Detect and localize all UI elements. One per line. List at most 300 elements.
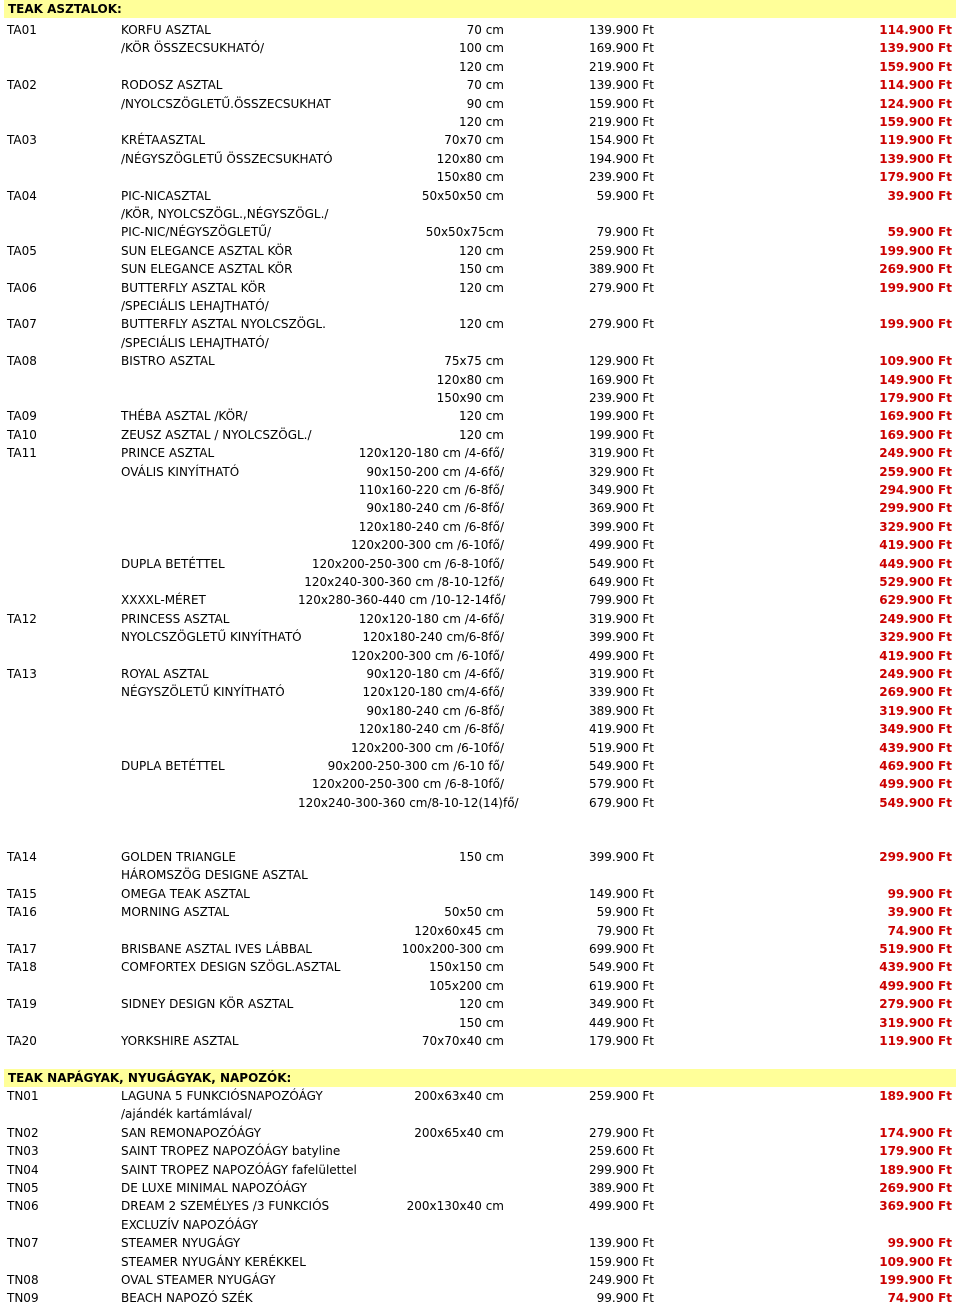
product-name: PIC-NIC/NÉGYSZÖGLETŰ/ [121, 225, 272, 240]
product-code: TA20 [7, 1034, 37, 1048]
sale-price: 439.900 Ft [879, 960, 952, 975]
sale-price: 529.900 Ft [879, 575, 952, 589]
section-header: TEAK ASZTALOK: [4, 0, 956, 18]
product-name: DUPLA BETÉTTEL [121, 759, 225, 773]
list-price: 199.900 Ft [588, 427, 654, 442]
sale-price: 199.900 Ft [879, 243, 952, 258]
table-row [0, 647, 960, 665]
list-price: 279.900 Ft [588, 1125, 654, 1140]
product-size: 120x120-180 cm /4-6fő/ [358, 611, 504, 626]
sale-price: 139.900 Ft [879, 151, 952, 166]
product-name: /KÖR ÖSSZECSUKHATÓ/ [121, 41, 265, 56]
sale-price: 39.900 Ft [887, 188, 952, 203]
table-row [0, 260, 960, 278]
product-code: TN04 [7, 1162, 39, 1177]
product-size: 120x80 cm [436, 151, 504, 166]
product-size: 70x70 cm [444, 133, 504, 148]
table-row [0, 21, 960, 39]
product-code: TA19 [7, 997, 37, 1012]
list-price: 259.900 Ft [588, 243, 654, 258]
product-size: 150 cm [458, 262, 504, 277]
product-name: BUTTERFLY ASZTAL KÖR [121, 280, 266, 295]
list-price: 319.900 Ft [588, 611, 654, 626]
sale-price: 329.900 Ft [879, 630, 952, 645]
table-row [0, 518, 960, 536]
product-code: TA06 [7, 280, 37, 295]
sale-price: 269.900 Ft [879, 262, 952, 277]
product-name: RODOSZ ASZTAL [121, 78, 223, 93]
product-code: TN08 [7, 1273, 39, 1287]
list-price: 179.900 Ft [588, 1034, 654, 1048]
table-row [0, 1289, 960, 1307]
product-size: 70 cm [466, 78, 504, 93]
product-size: 90 cm [466, 96, 504, 111]
sale-price: 199.900 Ft [879, 1273, 952, 1287]
product-name: HÁROMSZÖG DESIGNE ASZTAL [121, 868, 308, 883]
list-price: 339.900 Ft [588, 685, 654, 700]
table-row [0, 352, 960, 370]
table-row [0, 58, 960, 76]
list-price: 279.900 Ft [588, 317, 654, 332]
product-size: 120x200-300 cm /6-10fő/ [351, 538, 504, 553]
product-code: TA15 [7, 886, 37, 901]
product-code: TA01 [7, 23, 37, 37]
list-price: 389.900 Ft [588, 703, 654, 718]
product-size: 200x65x40 cm [414, 1125, 504, 1140]
table-row [0, 499, 960, 517]
sale-price: 519.900 Ft [879, 942, 952, 956]
list-price: 329.900 Ft [588, 464, 654, 479]
product-size: 120x80 cm [436, 372, 504, 387]
product-size: 90x120-180 cm /4-6fő/ [366, 667, 504, 681]
sale-price: 39.900 Ft [887, 905, 952, 920]
table-row [0, 885, 960, 903]
list-price: 159.900 Ft [588, 1254, 654, 1269]
sale-price: 59.900 Ft [887, 225, 952, 240]
product-code: TA13 [7, 667, 37, 681]
product-size: 120x120-180 cm /4-6fő/ [358, 446, 504, 461]
product-size: 120 cm [458, 59, 504, 74]
sale-price: 249.900 Ft [879, 611, 952, 626]
table-row [0, 1234, 960, 1252]
table-row [0, 940, 960, 958]
list-price: 139.900 Ft [588, 1236, 654, 1251]
product-size: 120 cm [458, 280, 504, 295]
product-name: COMFORTEX DESIGN SZÖGL.ASZTAL [121, 960, 341, 975]
product-name: GOLDEN TRIANGLE [121, 850, 237, 864]
product-code: TA12 [7, 611, 37, 626]
sale-price: 99.900 Ft [887, 886, 952, 901]
sale-price: 99.900 Ft [887, 1236, 952, 1251]
product-size: 110x160-220 cm /6-8fő/ [358, 483, 504, 497]
table-row [0, 279, 960, 297]
product-size: 120 cm [458, 997, 504, 1012]
sale-price: 109.900 Ft [879, 1254, 952, 1269]
product-size: 90x200-250-300 cm /6-10 fő/ [327, 759, 504, 773]
product-code: TN01 [7, 1089, 39, 1103]
table-row [0, 628, 960, 646]
product-size: 90x180-240 cm /6-8fő/ [366, 703, 504, 718]
sale-price: 319.900 Ft [879, 1015, 952, 1030]
table-row [0, 426, 960, 444]
table-row [0, 205, 960, 223]
product-name: BRISBANE ASZTAL IVES LÁBBAL [121, 942, 312, 956]
table-row [0, 297, 960, 315]
list-price: 279.900 Ft [588, 280, 654, 295]
table-row [0, 315, 960, 333]
list-price: 139.900 Ft [588, 23, 654, 37]
product-size: 120x180-240 cm /6-8fő/ [358, 519, 504, 534]
product-size: 50x50 cm [444, 905, 504, 920]
product-size: 90x150-200 cm /4-6fő/ [366, 464, 504, 479]
product-size: 70 cm [466, 23, 504, 37]
sale-price: 189.900 Ft [879, 1162, 952, 1177]
table-row [0, 168, 960, 186]
table-row [0, 1216, 960, 1234]
list-price: 549.900 Ft [588, 556, 654, 571]
product-code: TA14 [7, 850, 37, 864]
list-price: 319.900 Ft [588, 667, 654, 681]
list-price: 519.900 Ft [588, 740, 654, 755]
sale-price: 74.900 Ft [887, 1291, 952, 1306]
product-name: /KÖR, NYOLCSZÖGL.,NÉGYSZÖGL./ [121, 207, 329, 221]
sale-price: 179.900 Ft [879, 391, 952, 405]
product-name: SAN REMONAPOZÓÁGY [121, 1125, 261, 1140]
sale-price: 199.900 Ft [879, 280, 952, 295]
table-row [0, 922, 960, 940]
list-price: 549.900 Ft [588, 960, 654, 975]
sale-price: 249.900 Ft [879, 446, 952, 461]
product-name: DUPLA BETÉTTEL [121, 556, 225, 571]
list-price: 59.900 Ft [596, 905, 654, 920]
sale-price: 119.900 Ft [879, 1034, 952, 1048]
list-price: 399.900 Ft [588, 519, 654, 534]
table-row [0, 591, 960, 609]
product-size: 120x280-360-440 cm /10-12-14fő/ [298, 593, 506, 608]
table-row [0, 1014, 960, 1032]
list-price: 419.900 Ft [588, 722, 654, 737]
sale-price: 629.900 Ft [879, 593, 952, 608]
list-price: 679.900 Ft [588, 795, 654, 810]
table-row [0, 113, 960, 131]
list-price: 799.900 Ft [588, 593, 654, 608]
product-size: 120x60x45 cm [414, 923, 504, 938]
product-name: PRINCESS ASZTAL [121, 611, 230, 626]
product-size: 75x75 cm [444, 354, 504, 369]
table-row [0, 1087, 960, 1105]
sale-price: 179.900 Ft [879, 1144, 952, 1159]
list-price: 389.900 Ft [588, 262, 654, 277]
section-header: TEAK NAPÁGYAK, NYUGÁGYAK, NAPOZÓK: [4, 1069, 956, 1087]
product-size: 120x240-300-360 cm /8-10-12fő/ [304, 575, 504, 589]
table-row [0, 866, 960, 884]
product-name: SAINT TROPEZ NAPOZÓÁGY batyline [121, 1144, 341, 1159]
product-size: 120 cm [458, 409, 504, 424]
product-name: /ajándék kartámlával/ [121, 1107, 252, 1122]
product-name: DE LUXE MINIMAL NAPOZÓÁGY [121, 1181, 307, 1195]
product-code: TN02 [7, 1125, 39, 1140]
product-name: MORNING ASZTAL [121, 905, 230, 920]
product-name: THÉBA ASZTAL /KÖR/ [121, 409, 248, 424]
table-row [0, 481, 960, 499]
list-price: 129.900 Ft [588, 354, 654, 369]
table-row [0, 775, 960, 793]
table-row [0, 848, 960, 866]
product-name: ZEUSZ ASZTAL / NYOLCSZÖGL./ [121, 427, 312, 442]
product-name: DREAM 2 SZEMÉLYES /3 FUNKCIÓS [121, 1199, 330, 1214]
list-price: 369.900 Ft [588, 501, 654, 516]
product-name: ROYAL ASZTAL [121, 667, 209, 681]
table-row [0, 739, 960, 757]
product-name: BISTRO ASZTAL [121, 354, 215, 369]
product-name: /SPECIÁLIS LEHAJTHATÓ/ [121, 299, 269, 313]
product-name: /NÉGYSZÖGLETŰ ÖSSZECSUKHATÓ [121, 151, 333, 166]
table-row [0, 1179, 960, 1197]
product-size: 150x150 cm [428, 960, 504, 975]
list-price: 249.900 Ft [588, 1273, 654, 1287]
table-row [0, 573, 960, 591]
table-row [0, 1197, 960, 1215]
table-row [0, 150, 960, 168]
table-row [0, 444, 960, 462]
product-name: PIC-NICASZTAL [121, 188, 211, 203]
sale-price: 469.900 Ft [879, 759, 952, 773]
list-price: 349.900 Ft [588, 483, 654, 497]
product-code: TN09 [7, 1291, 39, 1306]
sale-price: 169.900 Ft [879, 427, 952, 442]
sale-price: 369.900 Ft [879, 1199, 952, 1214]
sale-price: 419.900 Ft [879, 538, 952, 553]
sale-price: 419.900 Ft [879, 648, 952, 663]
table-row [0, 242, 960, 260]
table-row [0, 610, 960, 628]
list-price: 199.900 Ft [588, 409, 654, 424]
table-row [0, 536, 960, 554]
product-name: STEAMER NYUGÁGY [121, 1236, 241, 1251]
product-code: TA08 [7, 354, 37, 369]
product-code: TA04 [7, 188, 37, 203]
sale-price: 439.900 Ft [879, 740, 952, 755]
table-row [0, 995, 960, 1013]
product-code: TN05 [7, 1181, 39, 1195]
table-row [0, 555, 960, 573]
list-price: 389.900 Ft [588, 1181, 654, 1195]
table-row [0, 407, 960, 425]
table-row [0, 371, 960, 389]
sale-price: 349.900 Ft [879, 722, 952, 737]
list-price: 259.900 Ft [588, 1089, 654, 1103]
product-name: SUN ELEGANCE ASZTAL KÖR [121, 243, 293, 258]
table-row [0, 39, 960, 57]
product-size: 150 cm [458, 850, 504, 864]
product-name: YORKSHIRE ASZTAL [121, 1034, 239, 1048]
product-size: 70x70x40 cm [421, 1034, 504, 1048]
product-name: KORFU ASZTAL [121, 23, 211, 37]
product-size: 100x200-300 cm [401, 942, 504, 956]
list-price: 299.900 Ft [588, 1162, 654, 1177]
list-price: 159.900 Ft [588, 96, 654, 111]
product-size: 120 cm [458, 243, 504, 258]
product-name: XXXXL-MÉRET [121, 593, 206, 608]
sale-price: 174.900 Ft [879, 1125, 952, 1140]
list-price: 239.900 Ft [588, 170, 654, 185]
sale-price: 74.900 Ft [887, 923, 952, 938]
product-code: TA16 [7, 905, 37, 920]
table-row [0, 683, 960, 701]
product-name: NÉGYSZÖLETŰ KINYÍTHATÓ [121, 685, 285, 700]
sale-price: 299.900 Ft [879, 850, 952, 864]
table-row [0, 665, 960, 683]
table-row [0, 903, 960, 921]
product-size: 120x200-250-300 cm /6-8-10fő/ [311, 777, 504, 792]
table-row [0, 1032, 960, 1050]
table-row [0, 389, 960, 407]
list-price: 149.900 Ft [588, 886, 654, 901]
sale-price: 199.900 Ft [879, 317, 952, 332]
list-price: 79.900 Ft [596, 225, 654, 240]
table-row [0, 223, 960, 241]
product-code: TN03 [7, 1144, 39, 1159]
list-price: 169.900 Ft [588, 41, 654, 56]
sale-price: 119.900 Ft [879, 133, 952, 148]
table-row [0, 1105, 960, 1123]
list-price: 399.900 Ft [588, 850, 654, 864]
sale-price: 319.900 Ft [879, 703, 952, 718]
sale-price: 179.900 Ft [879, 170, 952, 185]
list-price: 154.900 Ft [588, 133, 654, 148]
product-size: 100 cm [458, 41, 504, 56]
list-price: 619.900 Ft [588, 978, 654, 993]
product-name: OVAL STEAMER NYUGÁGY [121, 1273, 276, 1287]
table-row [0, 757, 960, 775]
sale-price: 549.900 Ft [879, 795, 952, 810]
sale-price: 124.900 Ft [879, 96, 952, 111]
table-row [0, 1142, 960, 1160]
product-size: 120 cm [458, 115, 504, 129]
product-size: 120 cm [458, 317, 504, 332]
list-price: 139.900 Ft [588, 78, 654, 93]
table-row [0, 131, 960, 149]
list-price: 499.900 Ft [588, 648, 654, 663]
product-code: TA10 [7, 427, 37, 442]
list-price: 99.900 Ft [596, 1291, 654, 1306]
list-price: 219.900 Ft [588, 59, 654, 74]
product-size: 120x240-300-360 cm/8-10-12(14)fő/ [298, 795, 519, 810]
product-size: 150x90 cm [436, 391, 504, 405]
list-price: 349.900 Ft [588, 997, 654, 1012]
product-name: SUN ELEGANCE ASZTAL KÖR [121, 262, 293, 277]
table-row [0, 1161, 960, 1179]
product-code: TA09 [7, 409, 37, 424]
product-size: 105x200 cm [428, 978, 504, 993]
sale-price: 269.900 Ft [879, 1181, 952, 1195]
product-code: TA05 [7, 243, 37, 258]
product-size: 150x80 cm [436, 170, 504, 185]
product-code: TN07 [7, 1236, 39, 1251]
product-name: EXCLUZÍV NAPOZÓÁGY [121, 1217, 259, 1232]
table-row [0, 76, 960, 94]
product-name: /SPECIÁLIS LEHAJTHATÓ/ [121, 335, 269, 350]
sale-price: 499.900 Ft [879, 777, 952, 792]
sale-price: 279.900 Ft [879, 997, 952, 1012]
list-price: 499.900 Ft [588, 538, 654, 553]
product-name: /NYOLCSZÖGLETŰ.ÖSSZECSUKHAT [121, 96, 331, 111]
list-price: 259.600 Ft [588, 1144, 654, 1159]
sale-price: 159.900 Ft [879, 59, 952, 74]
sale-price: 449.900 Ft [879, 556, 952, 571]
sale-price: 109.900 Ft [879, 354, 952, 369]
product-size: 120x120-180 cm/4-6fő/ [362, 685, 504, 700]
product-size: 120 cm [458, 427, 504, 442]
sale-price: 149.900 Ft [879, 372, 952, 387]
table-row [0, 958, 960, 976]
list-price: 399.900 Ft [588, 630, 654, 645]
list-price: 699.900 Ft [588, 942, 654, 956]
sale-price: 189.900 Ft [879, 1089, 952, 1103]
sale-price: 269.900 Ft [879, 685, 952, 700]
sale-price: 114.900 Ft [879, 23, 952, 37]
list-price: 194.900 Ft [588, 151, 654, 166]
product-size: 200x130x40 cm [406, 1199, 504, 1214]
product-code: TA18 [7, 960, 37, 975]
product-size: 90x180-240 cm /6-8fő/ [366, 501, 504, 516]
list-price: 319.900 Ft [588, 446, 654, 461]
list-price: 239.900 Ft [588, 391, 654, 405]
list-price: 649.900 Ft [588, 575, 654, 589]
product-name: OMEGA TEAK ASZTAL [121, 886, 250, 901]
sale-price: 139.900 Ft [879, 41, 952, 56]
product-size: 120x180-240 cm /6-8fő/ [358, 722, 504, 737]
product-code: TA11 [7, 446, 37, 461]
product-name: OVÁLIS KINYÍTHATÓ [121, 464, 240, 479]
table-row [0, 463, 960, 481]
table-row [0, 977, 960, 995]
product-code: TA07 [7, 317, 37, 332]
product-name: BEACH NAPOZÓ SZÉK [121, 1291, 253, 1306]
sale-price: 259.900 Ft [879, 464, 952, 479]
product-code: TA03 [7, 133, 37, 148]
product-size: 120x200-250-300 cm /6-8-10fő/ [311, 556, 504, 571]
sale-price: 299.900 Ft [879, 501, 952, 516]
list-price: 499.900 Ft [588, 1199, 654, 1214]
sale-price: 329.900 Ft [879, 519, 952, 534]
product-size: 50x50x75cm [425, 225, 504, 240]
product-name: STEAMER NYUGÁNY KERÉKKEL [121, 1254, 306, 1269]
sale-price: 294.900 Ft [879, 483, 952, 497]
product-name: LAGUNA 5 FUNKCIÓSNAPOZÓÁGY [121, 1089, 323, 1103]
product-size: 120x180-240 cm/6-8fő/ [362, 630, 504, 645]
sale-price: 249.900 Ft [879, 667, 952, 681]
product-size: 120x200-300 cm /6-10fő/ [351, 648, 504, 663]
product-name: SAINT TROPEZ NAPOZÓÁGY fafelülettel [121, 1162, 357, 1177]
product-name: NYOLCSZÖGLETŰ KINYÍTHATÓ [121, 630, 302, 645]
table-row [0, 95, 960, 113]
list-price: 59.900 Ft [596, 188, 654, 203]
sale-price: 159.900 Ft [879, 115, 952, 129]
sale-price: 499.900 Ft [879, 978, 952, 993]
product-size: 120x200-300 cm /6-10fő/ [351, 740, 504, 755]
product-code: TN06 [7, 1199, 39, 1214]
list-price: 219.900 Ft [588, 115, 654, 129]
list-price: 549.900 Ft [588, 759, 654, 773]
product-size: 150 cm [458, 1015, 504, 1030]
list-price: 79.900 Ft [596, 923, 654, 938]
table-row [0, 702, 960, 720]
product-name: BUTTERFLY ASZTAL NYOLCSZÖGL. [121, 317, 326, 332]
table-row [0, 1253, 960, 1271]
table-row [0, 334, 960, 352]
list-price: 579.900 Ft [588, 777, 654, 792]
